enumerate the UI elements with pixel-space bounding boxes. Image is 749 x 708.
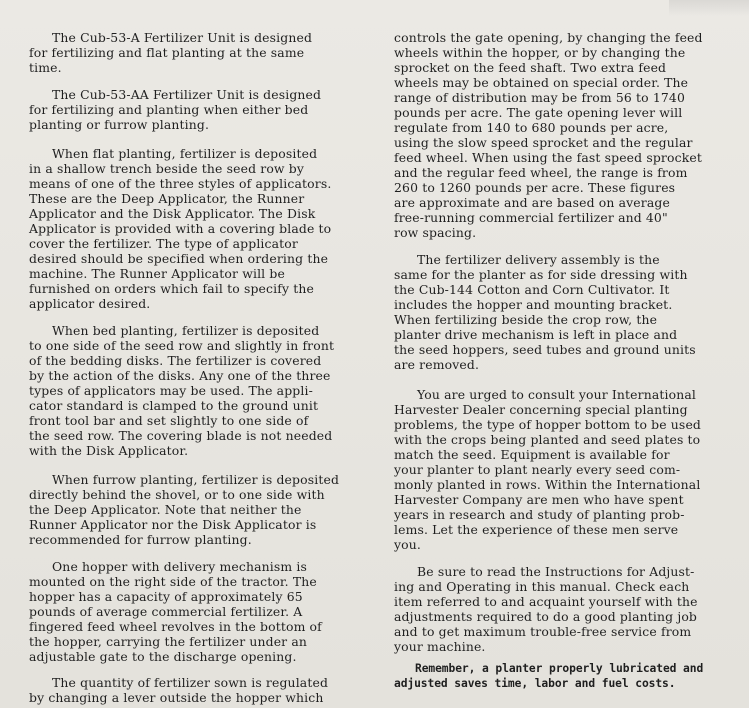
body-line: applicator desired.: [29, 296, 151, 311]
show-through-bleed: [669, 0, 749, 16]
body-line: includes the hopper and mounting bracket.: [394, 297, 673, 312]
body-line: The Cub-53-A Fertilizer Unit is designed: [52, 30, 313, 45]
body-line: cover the fertilizer. The type of applicator: [29, 236, 298, 251]
body-line: means of one of the three styles of applicators.: [29, 176, 332, 191]
body-line: planting or furrow planting.: [29, 117, 210, 132]
body-line: to one side of the seed row and slightly in front: [29, 338, 335, 353]
body-line: Applicator and the Disk Applicator. The Disk: [29, 206, 316, 221]
body-line: are removed.: [394, 357, 480, 372]
body-line: Harvester Dealer concerning special planting: [394, 402, 688, 417]
body-line: directly behind the shovel, or to one side with: [29, 487, 325, 502]
body-line: furnished on orders which fail to specify the: [29, 281, 314, 296]
body-line: pounds of average commercial fertilizer. A: [29, 604, 303, 619]
body-line: You are urged to consult your International: [417, 387, 697, 402]
body-line: Be sure to read the Instructions for Adjust-: [417, 564, 695, 579]
body-line: Runner Applicator nor the Disk Applicator is: [29, 517, 317, 532]
body-line: and the regular feed wheel, the range is from: [394, 165, 688, 180]
body-line: are approximate and are based on average: [394, 195, 670, 210]
closing-note-line: adjusted saves time, labor and fuel costs.: [394, 677, 676, 690]
body-line: regulate from 140 to 680 pounds per acre,: [394, 120, 669, 135]
body-line: mounted on the right side of the tractor. The: [29, 574, 317, 589]
closing-note-line: Remember, a planter properly lubricated and: [415, 662, 704, 675]
body-line: with the crops being planted and seed plates to: [394, 432, 701, 447]
body-line: ing and Operating in this manual. Check each: [394, 579, 690, 594]
body-line: the hopper, carrying the fertilizer under an: [29, 634, 308, 649]
body-line: The quantity of fertilizer sown is regulated: [52, 675, 329, 690]
body-line: the Cub-144 Cotton and Corn Cultivator. It: [394, 282, 670, 297]
body-line: Applicator is provided with a covering blade to: [29, 221, 332, 236]
body-line: time.: [29, 60, 62, 75]
body-line: row spacing.: [394, 225, 477, 240]
body-line: lems. Let the experience of these men serve: [394, 522, 679, 537]
body-line: the Deep Applicator. Note that neither the: [29, 502, 302, 517]
body-line: range of distribution may be from 56 to 1740: [394, 90, 685, 105]
body-line: for fertilizing and flat planting at the same: [29, 45, 305, 60]
body-line: fingered feed wheel revolves in the bottom of: [29, 619, 322, 634]
body-line: your machine.: [394, 639, 486, 654]
body-line: wheels may be obtained on special order. The: [394, 75, 689, 90]
body-line: recommended for furrow planting.: [29, 532, 252, 547]
body-line: front tool bar and set slightly to one side of: [29, 413, 309, 428]
body-line: using the slow speed sprocket and the regular: [394, 135, 693, 150]
body-line: 260 to 1260 pounds per acre. These figures: [394, 180, 676, 195]
body-line: When furrow planting, fertilizer is deposited: [52, 472, 340, 487]
body-line: your planter to plant nearly every seed com-: [394, 462, 681, 477]
body-line: One hopper with delivery mechanism is: [52, 559, 308, 574]
body-line: item referred to and acquaint yourself with the: [394, 594, 698, 609]
body-line: the seed row. The covering blade is not needed: [29, 428, 333, 443]
body-line: in a shallow trench beside the seed row by: [29, 161, 305, 176]
body-line: feed wheel. When using the fast speed sprocket: [394, 150, 702, 165]
body-line: sprocket on the feed shaft. Two extra feed: [394, 60, 667, 75]
body-line: by the action of the disks. Any one of the three: [29, 368, 331, 383]
body-line: free-running commercial fertilizer and 40": [394, 210, 668, 225]
body-line: same for the planter as for side dressing with: [394, 267, 688, 282]
body-line: The fertilizer delivery assembly is the: [417, 252, 660, 267]
body-line: When fertilizing beside the crop row, the: [394, 312, 658, 327]
body-line: match the seed. Equipment is available for: [394, 447, 670, 462]
body-line: types of applicators may be used. The appli-: [29, 383, 313, 398]
body-line: hopper has a capacity of approximately 65: [29, 589, 303, 604]
body-line: When flat planting, fertilizer is deposited: [52, 146, 318, 161]
body-line: adjustable gate to the discharge opening.: [29, 649, 297, 664]
body-line: The Cub-53-AA Fertilizer Unit is designed: [52, 87, 322, 102]
body-line: controls the gate opening, by changing the feed: [394, 30, 703, 45]
body-line: desired should be specified when ordering the: [29, 251, 329, 266]
body-line: adjustments required to do a good planting job: [394, 609, 698, 624]
body-line: of the bedding disks. The fertilizer is covered: [29, 353, 322, 368]
body-line: These are the Deep Applicator, the Runner: [29, 191, 305, 206]
body-line: for fertilizing and planting when either bed: [29, 102, 309, 117]
body-line: machine. The Runner Applicator will be: [29, 266, 285, 281]
body-line: pounds per acre. The gate opening lever will: [394, 105, 683, 120]
body-line: and to get maximum trouble-free service from: [394, 624, 692, 639]
body-line: planter drive mechanism is left in place and: [394, 327, 678, 342]
body-line: you.: [394, 537, 421, 552]
body-line: cator standard is clamped to the ground unit: [29, 398, 319, 413]
body-line: by changing a lever outside the hopper which: [29, 690, 324, 705]
body-line: problems, the type of hopper bottom to be used: [394, 417, 702, 432]
body-line: years in research and study of planting prob-: [394, 507, 685, 522]
body-line: When bed planting, fertilizer is deposited: [52, 323, 320, 338]
body-line: the seed hoppers, seed tubes and ground units: [394, 342, 696, 357]
body-line: with the Disk Applicator.: [29, 443, 189, 458]
body-line: wheels within the hopper, or by changing the: [394, 45, 686, 60]
body-line: Harvester Company are men who have spent: [394, 492, 684, 507]
body-line: monly planted in rows. Within the International: [394, 477, 701, 492]
